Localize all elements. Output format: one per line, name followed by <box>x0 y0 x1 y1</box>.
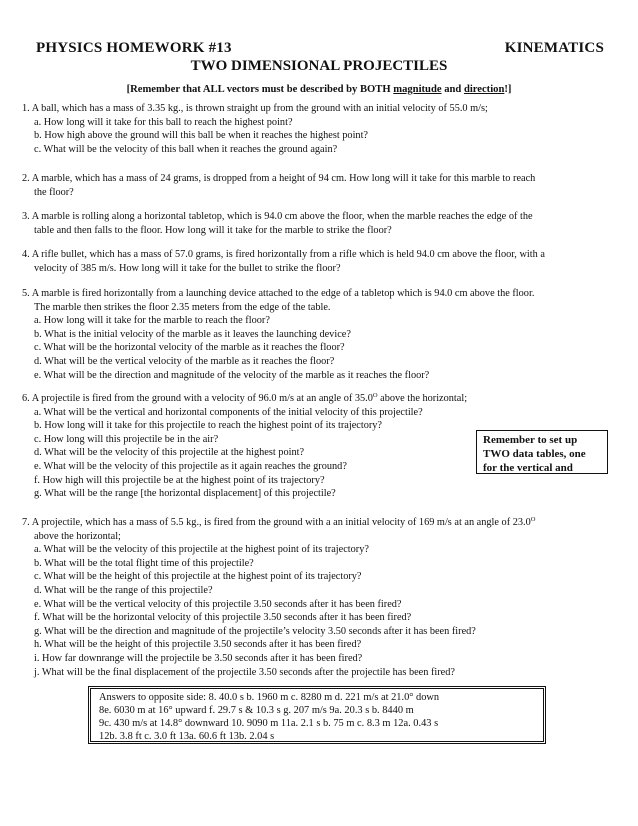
question-5c: c. What will be the horizontal velocity of the marble as it reaches the floor? <box>34 342 345 354</box>
note-line-3: for the vertical and <box>483 462 573 474</box>
vector-reminder <box>0 84 638 95</box>
reminder-text-start: [Remember that ALL vectors must be described by BOTH <box>126 84 394 95</box>
question-7 <box>22 516 535 679</box>
question-6-stem-text: 6. A projectile is fired from the ground with a velocity of 96.0 m/s at an angle of 35.0 <box>22 393 373 404</box>
question-7h: h. What will be the height of this projectile 3.50 seconds after it has been fired? <box>34 639 362 651</box>
degree-superscript: O <box>530 516 536 523</box>
question-7-stem-text: 7. A projectile, which has a mass of 5.5 kg., is fired from the ground with a an initial velocity of 169 m/s at an angle of 23.0 <box>22 517 531 528</box>
answer-line-4: 12b. 3.8 ft c. 3.0 ft 13a. 60.6 ft 13b. 2.04 s <box>99 730 275 742</box>
question-6 <box>22 392 467 501</box>
question-7e: e. What will be the vertical velocity of this projectile 3.50 seconds after it has been fired? <box>34 598 402 610</box>
question-1b: b. How high above the ground will this ball be when it reaches the highest point? <box>34 130 369 142</box>
answer-key-box <box>88 686 546 744</box>
question-5d: d. What will be the vertical velocity of the marble as it reaches the floor? <box>34 355 335 367</box>
question-5-line-1: 5. A marble is fired horizontally from a launching device attached to the edge of a tabletop which is 94.0 cm above the floor. <box>22 288 535 299</box>
homework-subtitle: TWO DIMENSIONAL PROJECTILES <box>190 58 448 74</box>
question-1-stem: 1. A ball, which has a mass of 3.35 kg., is thrown straight up from the ground with an initial velocity of 55.0 m/s; <box>22 103 488 114</box>
answer-line-3: 9c. 430 m/s at 14.8° downward 10. 9090 m 11a. 2.1 s b. 75 m c. 8.3 m 12a. 0.43 s <box>99 717 439 729</box>
question-6c: c. How long will this projectile be in the air? <box>34 433 219 445</box>
question-7j: j. What will be the final displacement of the projectile 3.50 seconds after the projectile has been fired? <box>34 666 455 678</box>
question-4-line-2: velocity of 385 m/s. How long will it take for the bullet to strike the floor? <box>34 262 341 274</box>
answer-line-1: Answers to opposite side: 8. 40.0 s b. 1960 m c. 8280 m d. 221 m/s at 21.0° down <box>99 692 440 703</box>
question-7f: f. What will be the horizontal velocity of this projectile 3.50 seconds after it has been fired? <box>34 612 412 624</box>
question-6e: e. What will be the velocity of this projectile as it again reaches the ground? <box>34 460 347 472</box>
question-5e: e. What will be the direction and magnitude of the velocity of the marble as it reaches the floor? <box>34 369 430 381</box>
question-7a: a. What will be the velocity of this projectile at the highest point of its trajectory? <box>34 544 369 556</box>
question-3-line-1: 3. A marble is rolling along a horizontal tabletop, which is 94.0 cm above the floor, when the marble reaches the edge of the <box>22 211 533 222</box>
question-7d: d. What will be the range of this projectile? <box>34 584 213 596</box>
question-1 <box>22 102 488 156</box>
question-6g: g. What will be the range [the horizontal displacement] of this projectile? <box>34 488 336 500</box>
question-5b: b. What is the initial velocity of the marble as it leaves the launching device? <box>34 328 351 340</box>
question-7-stem <box>22 516 535 530</box>
question-7b: b. What will be the total flight time of this projectile? <box>34 557 254 569</box>
question-7g: g. What will be the direction and magnitude of the projectile’s velocity 3.50 seconds after it has been fired? <box>34 625 476 637</box>
reminder-direction: direction <box>463 84 505 95</box>
reminder-magnitude: magnitude <box>393 84 442 95</box>
question-4-line-1: 4. A rifle bullet, which has a mass of 57.0 grams, is fired horizontally from a rifle which is held 94.0 cm above the floor, with a <box>22 249 545 260</box>
question-5a: a. How long will it take for the marble to reach the floor? <box>34 315 270 327</box>
question-3-line-2: table and then falls to the floor. How long will it take for the marble to strike the floor? <box>34 224 392 236</box>
homework-title: PHYSICS HOMEWORK #13 <box>36 40 232 56</box>
question-7i: i. How far downrange will the projectile be 3.50 seconds after it has been fired? <box>34 652 363 664</box>
question-6f: f. How high will this projectile be at the highest point of its trajectory? <box>34 474 325 486</box>
question-6-stem <box>22 392 467 406</box>
question-2-line-1: 2. A marble, which has a mass of 24 grams, is dropped from a height of 94 cm. How long will it take for this marble to reach <box>22 173 536 184</box>
reminder-and: and <box>441 84 464 95</box>
question-1c: c. What will be the velocity of this ball when it reaches the ground again? <box>34 143 338 155</box>
note-line-1: Remember to set up <box>483 434 578 446</box>
question-2-line-2: the floor? <box>34 186 74 198</box>
question-6a: a. What will be the vertical and horizontal components of the initial velocity of this projectile? <box>34 406 423 418</box>
reminder-text-end: !] <box>504 84 512 95</box>
question-1a: a. How long will it take for this ball to reach the highest point? <box>34 116 293 128</box>
note-line-2: TWO data tables, one <box>483 448 586 460</box>
question-7c: c. What will be the height of this projectile at the highest point of its trajectory? <box>34 571 362 583</box>
question-5-line-2: The marble then strikes the floor 2.35 meters from the edge of the table. <box>34 301 331 313</box>
question-2 <box>22 172 535 199</box>
degree-superscript: O <box>372 392 378 399</box>
question-3 <box>22 210 533 237</box>
answer-line-2: 8e. 6030 m at 16° upward f. 29.7 s & 10.3 s g. 207 m/s 9a. 20.3 s b. 8440 m <box>99 704 414 716</box>
question-5 <box>22 287 534 382</box>
topic-label: KINEMATICS <box>504 40 604 56</box>
question-6b: b. How long will it take for this projectile to reach the highest point of its trajectory? <box>34 420 383 432</box>
question-4 <box>22 248 545 275</box>
question-6-stem-end: above the horizontal; <box>377 393 468 404</box>
question-6d: d. What will be the velocity of this projectile at the highest point? <box>34 447 305 459</box>
data-tables-reminder-box <box>476 430 608 474</box>
question-7-line-2: above the horizontal; <box>34 530 121 542</box>
